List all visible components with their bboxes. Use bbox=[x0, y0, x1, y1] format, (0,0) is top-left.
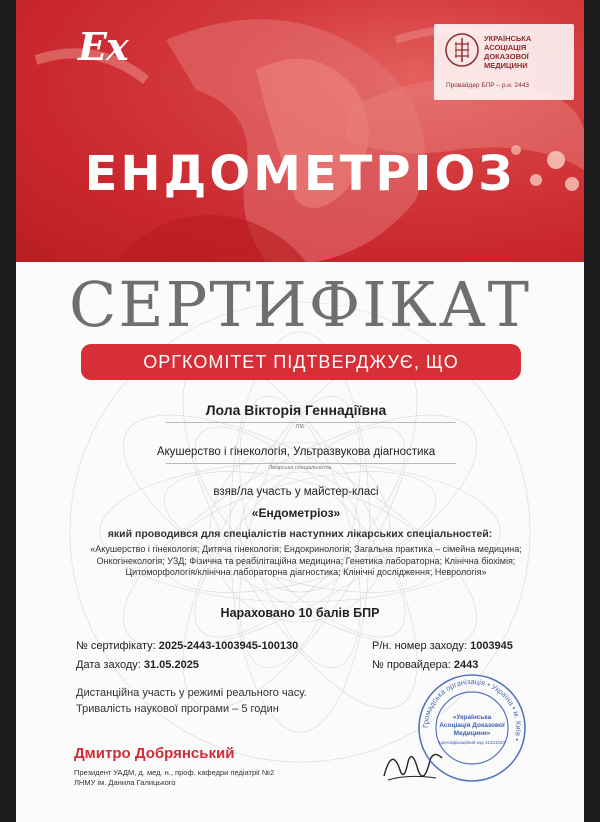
specialty-caption: Лікарська спеціальність bbox=[268, 465, 332, 471]
signer-title: Президент УАДМ, д. мед. н., проф. кафедри педіатрії №2 ЛНМУ ім. Данила Галицького bbox=[74, 768, 275, 787]
uadm-provider: Провайдер БПР – р.н. 2443 bbox=[446, 82, 529, 89]
event-title: ЕНДОМЕТРІОЗ bbox=[84, 146, 516, 202]
specialty-underline bbox=[166, 463, 456, 464]
svg-text:Медицини»: Медицини» bbox=[453, 730, 491, 737]
uadm-logo bbox=[434, 24, 574, 100]
cpd-points: Нараховано 10 балів БПР bbox=[220, 606, 380, 620]
event-reg-number: Р/н. номер заходу: 1003945 bbox=[372, 640, 513, 652]
stamp-ring-text: Громадська організація • Україна • м. Київ • bbox=[420, 676, 524, 743]
specialties-intro: який проводився для спеціалістів наступних лікарських спеціальностей: bbox=[107, 528, 493, 540]
specialties-list: «Акушерство і гінекологія; Дитяча гінекологія; Ендокринологія; Загальна практика – сімейна медицина; Онкогінекологія; УЗД; Фізична та реабілітаційна медицина; Генетика лабораторна; Клінічна біохімія; Цитоморфологія/клінічна лабораторна діагностика; Клінічні дослідження; Неврологія» bbox=[90, 544, 522, 577]
certificate-sheet bbox=[16, 0, 584, 822]
svg-text:Ідентифікаційний код 41251034: Ідентифікаційний код 41251034 bbox=[439, 740, 505, 745]
recipient-name: Лола Вікторія Геннадіївна bbox=[205, 402, 387, 418]
recipient-specialty: Акушерство і гінекологія, Ультразвукова діагностика bbox=[156, 446, 436, 458]
uadm-emblem-icon bbox=[444, 32, 480, 68]
certificate-number: № сертифікату: 2025-2443-1003945-100130 bbox=[76, 640, 299, 652]
event-name: «Ендометріоз» bbox=[251, 506, 341, 520]
confirmation-banner: ОРГКОМІТЕТ ПІДТВЕРДЖУЄ, ЩО bbox=[81, 344, 521, 380]
ex-logo: Ex bbox=[78, 24, 128, 69]
name-underline bbox=[166, 422, 456, 423]
certificate-title: СЕРТИФІКАТ bbox=[68, 268, 532, 341]
remote-participation-note: Дистанційна участь у режимі реального часу. Тривалість наукової програми – 5 годин bbox=[76, 687, 307, 715]
organization-stamp bbox=[416, 672, 528, 784]
name-caption: ПІБ bbox=[295, 424, 305, 430]
svg-text:Асоціація Доказової: Асоціація Доказової bbox=[439, 722, 505, 729]
svg-text:«Українська: «Українська bbox=[452, 714, 492, 721]
provider-number: № провайдера: 2443 bbox=[372, 659, 479, 671]
header-banner bbox=[16, 0, 584, 262]
attendance-text: взяв/ла участь у майстер-класі bbox=[213, 486, 379, 498]
uadm-name: УКРАЇНСЬКА АСОЦІАЦІЯ ДОКАЗОВОЇ МЕДИЦИНИ bbox=[484, 34, 532, 70]
signer-name: Дмитро Добрянський bbox=[74, 745, 235, 762]
event-date: Дата заходу: 31.05.2025 bbox=[76, 659, 199, 671]
